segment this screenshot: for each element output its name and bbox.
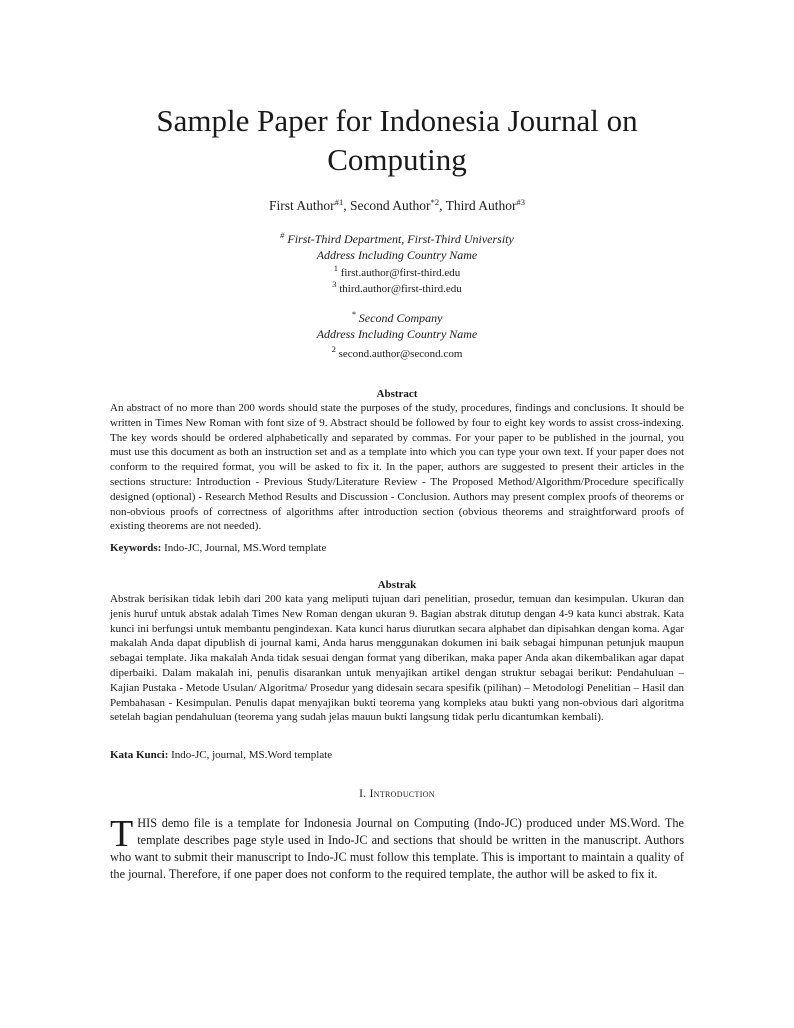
abstrak-heading: Abstrak <box>377 579 417 591</box>
affiliation-company <box>110 310 684 362</box>
abstract-text: An abstract of no more than 200 words should state the purposes of the study, procedures, findings and conclusions. It should be written in Times New Roman with font size of 9. Abstract should be followed by four to eight key words to assist cross-indexing. The key words should be ordered alphabetically and separated by commas. For your paper to be published in the journal, you must use this document as both an instruction set and as a template into which you can type your own text. If your paper does not conform to the required format, you will be asked to fix it. In the paper, authors are suggested to present their articles in the sections structure: Introduction - Previous Study/Literature Review - The Proposed Method/Algorithm/Procedure specifically designed (optional) - Research Method Results and Discussion - Conclusion. Authors may present complex proofs of theorems or non-obvious proofs of correctness of algorithms after introduction section (obvious theorems and straightforward proofs of existing theorems are not needed). <box>110 402 684 533</box>
keywords-label: Keywords: <box>110 542 162 554</box>
paper-title: Sample Paper for Indonesia Journal on Computing <box>156 103 638 177</box>
affiliation-department: # First-Third Department, First-Third University <box>280 230 514 246</box>
affiliation-address: Address Including Country Name <box>316 248 478 262</box>
kata-kunci-label: Kata Kunci: <box>110 749 169 761</box>
abstract-heading: Abstract <box>376 388 418 400</box>
first-word: HIS <box>137 816 158 830</box>
author-email: $^1$ first.author@first-third.edu <box>333 263 461 279</box>
section-number: I. <box>359 788 367 800</box>
author-email: $^3$ third.author@first-third.edu <box>332 279 462 295</box>
author-list: First Author$^{\#1}$, Second Author$^{*2}$, Third Author$^{\#3}$ <box>269 197 525 213</box>
keywords-value: Indo-JC, Journal, MS.Word template <box>164 542 327 554</box>
author-email: $^2$ second.author@second.com <box>331 344 463 360</box>
section-title: Introduction <box>369 788 435 800</box>
drop-cap: T <box>110 813 134 855</box>
keywords-line <box>110 541 684 555</box>
author-mark: *2 <box>430 197 440 207</box>
section-heading-introduction <box>110 787 684 801</box>
author-mark: #3 <box>516 197 525 207</box>
affiliation-address: Address Including Country Name <box>316 327 478 341</box>
author-name: Third Author <box>445 198 517 213</box>
author-mark: #1 <box>334 197 344 207</box>
kata-kunci-value: Indo-JC, journal, MS.Word template <box>171 749 333 761</box>
affiliation-mark: # <box>280 230 285 240</box>
affiliation-company-name: * Second Company <box>351 309 443 325</box>
affiliation-mark: * <box>351 309 356 319</box>
author-name: First Author <box>269 198 335 213</box>
paragraph-text: demo file is a template for Indonesia Journal on Computing (Indo-JC) produced under MS.Word. The template describes page style used in Indo-JC and sections that should be written in the manuscript. Authors who want to submit their manuscript to Indo-JC must follow this template. This is important to maintain a quality of the journal. Therefore, if one paper does not conform to the required template, the author will be asked to fix it. <box>110 816 684 882</box>
kata-kunci-line <box>110 748 684 762</box>
affiliation-university <box>110 231 684 297</box>
author-name: Second Author <box>349 198 431 213</box>
introduction-paragraph <box>110 815 684 883</box>
abstrak-text: Abstrak berisikan tidak lebih dari 200 kata yang meliputi tujuan dari penelitian, prosedur, temuan dan kesimpulan. Ukuran dan jenis huruf untuk abstak adalah Times New Roman dengan ukuran 9. Bagian abstrak ditutup dengan 4-9 kata kunci abstrak. Kata kunci ini berfungsi untuk membantu pengindexan. Kata kunci harus diurutkan secara alphabet dan dipisahkan dengan koma. Agar makalah Anda dapat dipublish di journal kami, Anda harus menggunakan dokumen ini baik sebagai himpunan petunjuk maupun sebagai template. Jika makalah Anda tidak sesuai dengan format yang diberikan, maka paper Anda akan dikembalikan agar dapat diperbaiki. Dalam makalah ini, penulis disarankan untuk menyajikan artikel dengan struktur sebagai berikut: Pendahuluan – Kajian Pustaka - Metode Usulan/ Algoritma/ Prosedur yang didesain secara spesifik (pilihan) – Metodologi Penelitian – Hasil dan Pembahasan - Kesimpulan. Penulis dapat menyajikan bukti teorema yang kompleks atau bukti yang non-obvious dari algoritma setelah bagian pendahuluan (teorema yang sudah jelas mauun bukti langsung tidak perlu dicantumkan kembali). <box>110 593 684 724</box>
